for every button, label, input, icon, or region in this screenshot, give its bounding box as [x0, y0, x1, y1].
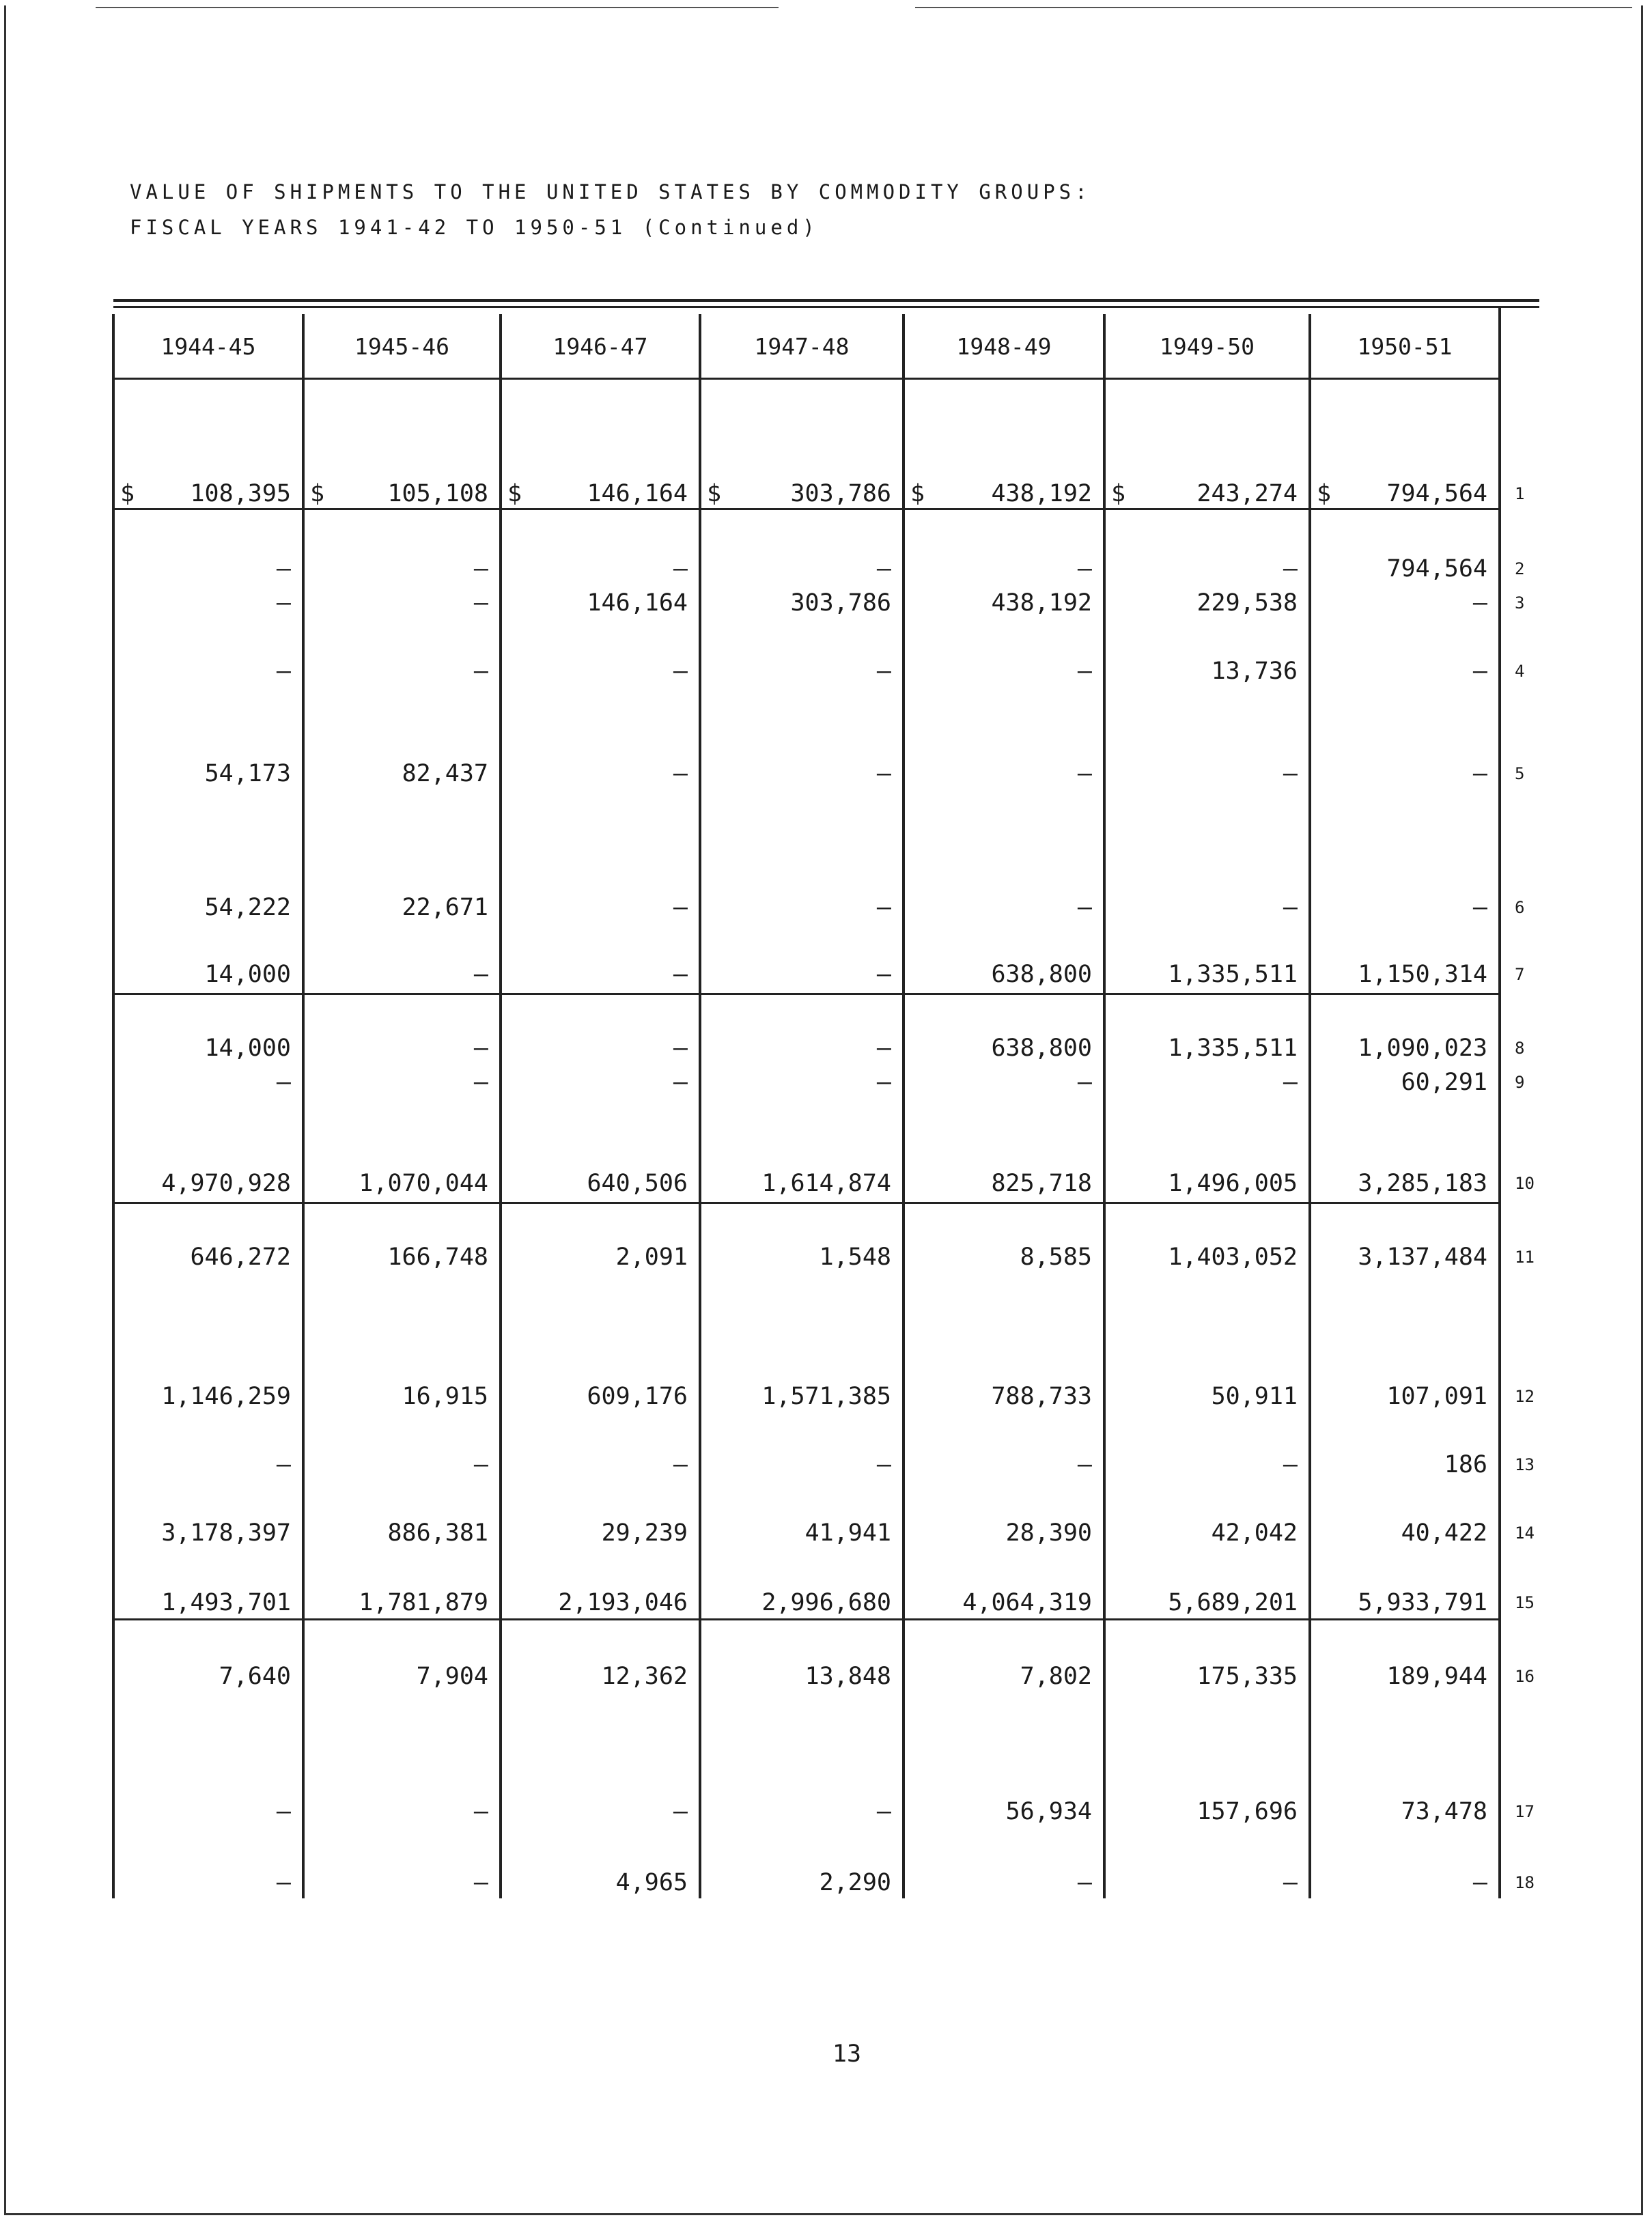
- table-cell: 73,478: [1401, 1798, 1487, 1825]
- table-cell: 16,915: [402, 1383, 488, 1410]
- row-number: 2: [1515, 559, 1525, 578]
- table-cell: —: [276, 658, 291, 685]
- row-number: 4: [1515, 662, 1525, 681]
- table-cell: —: [1077, 658, 1092, 685]
- table-cell: —: [1283, 1869, 1298, 1896]
- table-cell: 638,800: [991, 961, 1092, 988]
- top-edge-rule: [96, 7, 779, 8]
- table-cell: —: [876, 961, 891, 988]
- table-cell: —: [673, 1069, 688, 1096]
- table-cell: 1,090,023: [1358, 1035, 1487, 1062]
- row-number: 1: [1515, 484, 1525, 503]
- table-cell: 5,689,201: [1168, 1589, 1298, 1616]
- currency-symbol: $: [1111, 480, 1126, 507]
- currency-symbol: $: [707, 480, 722, 507]
- table-cell: 794,564: [1386, 480, 1487, 507]
- table-cell: 609,176: [587, 1383, 688, 1410]
- table-cell: 1,146,259: [161, 1383, 291, 1410]
- table-cell: 1,335,511: [1168, 1035, 1298, 1062]
- table-cell: 13,736: [1211, 658, 1298, 685]
- table-cell: 2,193,046: [558, 1589, 688, 1616]
- title-line-1: VALUE OF SHIPMENTS TO THE UNITED STATES BY COMMODITY GROUPS:: [130, 180, 1091, 203]
- row-separator: [113, 993, 1500, 995]
- table-cell: 7,904: [416, 1663, 488, 1690]
- table-cell: —: [673, 555, 688, 582]
- currency-symbol: $: [310, 480, 325, 507]
- header-underline: [113, 378, 817, 380]
- table-cell: —: [1472, 589, 1487, 617]
- table-cell: 638,800: [991, 1035, 1092, 1062]
- table-cell: —: [673, 1035, 688, 1062]
- row-number: 12: [1515, 1387, 1535, 1406]
- table-cell: 4,064,319: [962, 1589, 1092, 1616]
- table-cell: 166,748: [387, 1244, 488, 1271]
- table-cell: —: [1077, 760, 1092, 787]
- top-double-rule-2: [113, 306, 1539, 308]
- table-cell: 29,239: [601, 1519, 688, 1547]
- column-header: 1945-46: [354, 333, 450, 360]
- table-cell: 14,000: [204, 961, 291, 988]
- table-cell: 788,733: [991, 1383, 1092, 1410]
- table-cell: —: [1472, 894, 1487, 921]
- table-cell: 146,164: [587, 589, 688, 617]
- table-cell: 175,335: [1196, 1663, 1298, 1690]
- table-cell: —: [473, 589, 488, 617]
- page-title: [130, 174, 1091, 245]
- table-cell: 22,671: [402, 894, 488, 921]
- table-cell: 157,696: [1196, 1798, 1298, 1825]
- table-cell: 1,781,879: [359, 1589, 488, 1616]
- row-number: 7: [1515, 965, 1525, 984]
- table-cell: 108,395: [190, 480, 291, 507]
- row-number: 8: [1515, 1039, 1525, 1058]
- table-cell: —: [276, 555, 291, 582]
- table-cell: 438,192: [991, 589, 1092, 617]
- page-number: 13: [832, 2040, 862, 2068]
- row-number: 17: [1515, 1802, 1535, 1821]
- table-cell: —: [1077, 1069, 1092, 1096]
- table-cell: 54,173: [204, 760, 291, 787]
- row-number: 10: [1515, 1174, 1535, 1193]
- table-cell: 1,403,052: [1168, 1244, 1298, 1271]
- table-cell: —: [473, 961, 488, 988]
- table-cell: 1,571,385: [761, 1383, 891, 1410]
- table-cell: 3,178,397: [161, 1519, 291, 1547]
- table-cell: —: [473, 1451, 488, 1478]
- table-cell: 640,506: [587, 1170, 688, 1197]
- row-number: 13: [1515, 1455, 1535, 1474]
- table-cell: 2,290: [819, 1869, 891, 1896]
- column-header: 1948-49: [956, 333, 1052, 360]
- column-divider: [1498, 306, 1501, 1898]
- column-header: 1949-50: [1159, 333, 1255, 360]
- table-cell: —: [876, 555, 891, 582]
- table-cell: 825,718: [991, 1170, 1092, 1197]
- table-cell: 229,538: [1196, 589, 1298, 617]
- table-cell: 7,640: [219, 1663, 291, 1690]
- table-cell: 1,070,044: [359, 1170, 488, 1197]
- table-cell: —: [673, 1451, 688, 1478]
- table-cell: 50,911: [1211, 1383, 1298, 1410]
- table-cell: —: [876, 658, 891, 685]
- table-cell: —: [473, 555, 488, 582]
- table-cell: 13,848: [804, 1663, 891, 1690]
- table-cell: —: [1472, 760, 1487, 787]
- table-cell: —: [1472, 658, 1487, 685]
- currency-symbol: $: [1317, 480, 1332, 507]
- table-cell: 60,291: [1401, 1069, 1487, 1096]
- table-cell: 186: [1444, 1451, 1487, 1478]
- currency-symbol: $: [507, 480, 522, 507]
- table-cell: —: [473, 658, 488, 685]
- header-underline-right: [817, 378, 1500, 380]
- table-cell: —: [876, 1451, 891, 1478]
- table-cell: 646,272: [190, 1244, 291, 1271]
- table-cell: —: [1077, 894, 1092, 921]
- table-cell: —: [473, 1798, 488, 1825]
- table-cell: —: [473, 1035, 488, 1062]
- table-cell: 107,091: [1386, 1383, 1487, 1410]
- table-cell: 886,381: [387, 1519, 488, 1547]
- column-header: 1950-51: [1357, 333, 1453, 360]
- table-cell: 2,996,680: [761, 1589, 891, 1616]
- table-cell: —: [673, 894, 688, 921]
- currency-symbol: $: [120, 480, 135, 507]
- table-cell: 41,941: [804, 1519, 891, 1547]
- table-cell: 303,786: [790, 589, 891, 617]
- table-cell: —: [673, 760, 688, 787]
- table-cell: —: [1283, 1451, 1298, 1478]
- table-cell: 2,091: [615, 1244, 688, 1271]
- table-cell: 3,285,183: [1358, 1170, 1487, 1197]
- table-cell: —: [276, 1451, 291, 1478]
- table-cell: 42,042: [1211, 1519, 1298, 1547]
- table-cell: 1,496,005: [1168, 1170, 1298, 1197]
- column-header: 1947-48: [754, 333, 850, 360]
- table-cell: 7,802: [1020, 1663, 1092, 1690]
- table-cell: —: [1077, 1451, 1092, 1478]
- table-cell: —: [673, 658, 688, 685]
- table-cell: —: [1283, 1069, 1298, 1096]
- row-separator: [113, 1618, 1500, 1620]
- table-cell: 40,422: [1401, 1519, 1487, 1547]
- table-cell: 303,786: [790, 480, 891, 507]
- row-number: 18: [1515, 1873, 1535, 1892]
- table-cell: —: [876, 760, 891, 787]
- table-cell: 794,564: [1386, 555, 1487, 582]
- table-cell: —: [673, 1798, 688, 1825]
- table-cell: —: [473, 1069, 488, 1096]
- table-cell: 1,614,874: [761, 1170, 891, 1197]
- table-cell: —: [1283, 894, 1298, 921]
- table-cell: —: [1283, 555, 1298, 582]
- table-cell: 28,390: [1005, 1519, 1092, 1547]
- table-cell: —: [673, 961, 688, 988]
- column-header: 1946-47: [552, 333, 648, 360]
- table-cell: 56,934: [1005, 1798, 1092, 1825]
- row-number: 6: [1515, 898, 1525, 917]
- table-cell: 1,150,314: [1358, 961, 1487, 988]
- row-separator: [113, 1202, 1500, 1204]
- table-cell: 146,164: [587, 480, 688, 507]
- row-number: 9: [1515, 1073, 1525, 1092]
- table-cell: —: [876, 1035, 891, 1062]
- table-cell: 1,335,511: [1168, 961, 1298, 988]
- table-cell: 8,585: [1020, 1244, 1092, 1271]
- table-cell: —: [1283, 760, 1298, 787]
- top-edge-rule-right: [915, 7, 1632, 8]
- table-cell: 243,274: [1196, 480, 1298, 507]
- table-cell: —: [876, 894, 891, 921]
- table-cell: 54,222: [204, 894, 291, 921]
- table-cell: —: [1472, 1869, 1487, 1896]
- table-cell: —: [876, 1069, 891, 1096]
- top-double-rule: [113, 299, 1539, 302]
- table-cell: 12,362: [601, 1663, 688, 1690]
- table-cell: 4,965: [615, 1869, 688, 1896]
- table-cell: 105,108: [387, 480, 488, 507]
- table-cell: 438,192: [991, 480, 1092, 507]
- table-cell: —: [276, 1869, 291, 1896]
- row-number: 3: [1515, 593, 1525, 613]
- title-line-2: FISCAL YEARS 1941-42 TO 1950-51 (Continued): [130, 216, 819, 239]
- table-cell: 82,437: [402, 760, 488, 787]
- row-number: 14: [1515, 1523, 1535, 1543]
- table-cell: —: [876, 1798, 891, 1825]
- table-cell: —: [1077, 1869, 1092, 1896]
- table-cell: 4,970,928: [161, 1170, 291, 1197]
- table-cell: —: [276, 589, 291, 617]
- table-cell: —: [276, 1069, 291, 1096]
- table-cell: 189,944: [1386, 1663, 1487, 1690]
- row-number: 16: [1515, 1667, 1535, 1686]
- table-cell: 5,933,791: [1358, 1589, 1487, 1616]
- row-number: 11: [1515, 1248, 1535, 1267]
- currency-symbol: $: [910, 480, 925, 507]
- table-cell: —: [1077, 555, 1092, 582]
- table-cell: 3,137,484: [1358, 1244, 1487, 1271]
- table-cell: —: [473, 1869, 488, 1896]
- table-cell: 14,000: [204, 1035, 291, 1062]
- table-cell: 1,548: [819, 1244, 891, 1271]
- table-cell: 1,493,701: [161, 1589, 291, 1616]
- table-cell: —: [276, 1798, 291, 1825]
- row-number: 15: [1515, 1593, 1535, 1612]
- column-header: 1944-45: [160, 333, 256, 360]
- row-number: 5: [1515, 764, 1525, 783]
